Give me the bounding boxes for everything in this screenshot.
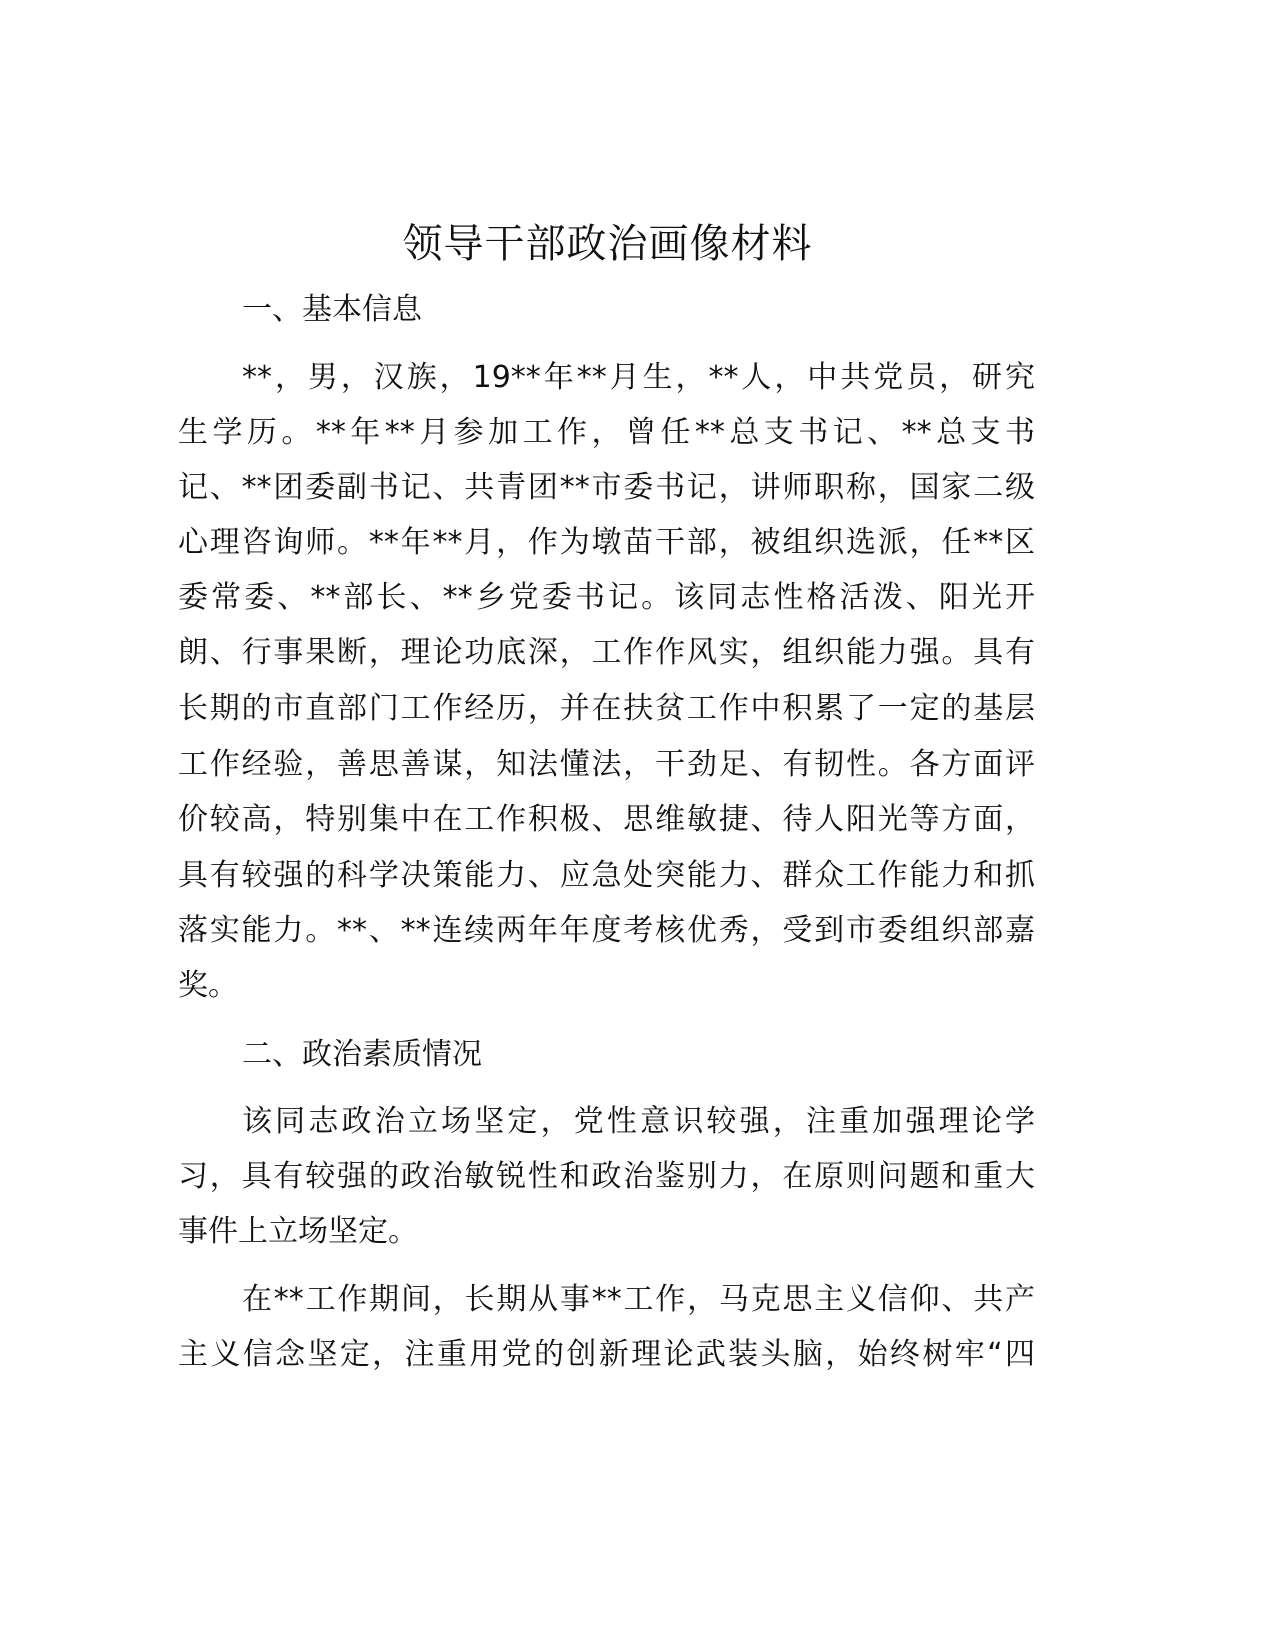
paragraph-line: 奖。	[178, 968, 238, 1003]
paragraph-line: 记、**团委副书记、共青团**市委书记，讲师职称，国家二级	[178, 470, 1035, 505]
section-heading-basic-info: 一、基本信息	[242, 292, 422, 327]
section-heading-political-quality: 二、政治素质情况	[242, 1037, 482, 1072]
paragraph-line: 习，具有较强的政治敏锐性和政治鉴别力，在原则问题和重大	[178, 1159, 1035, 1194]
paragraph-line: 主义信念坚定，注重用党的创新理论武装头脑，始终树牢“四	[178, 1337, 1035, 1372]
paragraph-line: **，男，汉族，19**年**月生，**人，中共党员，研究	[242, 360, 1035, 395]
paragraph-line: 长期的市直部门工作经历，并在扶贫工作中积累了一定的基层	[178, 691, 1035, 726]
paragraph-line: 在**工作期间，长期从事**工作，马克思主义信仰、共产	[242, 1282, 1035, 1317]
paragraph-line: 心理咨询师。**年**月，作为墩苗干部，被组织选派，任**区	[178, 525, 1035, 560]
document-title: 领导干部政治画像材料	[402, 221, 813, 267]
paragraph-line: 生学历。**年**月参加工作，曾任**总支书记、**总支书	[178, 415, 1035, 450]
paragraph-line: 工作经验，善思善谋，知法懂法，干劲足、有韧性。各方面评	[178, 747, 1035, 782]
paragraph-line: 朗、行事果断，理论功底深，工作作风实，组织能力强。具有	[178, 635, 1035, 670]
paragraph-line: 价较高，特别集中在工作积极、思维敏捷、待人阳光等方面，	[178, 802, 1035, 837]
paragraph-line: 委常委、**部长、**乡党委书记。该同志性格活泼、阳光开	[178, 580, 1035, 615]
paragraph-line: 该同志政治立场坚定，党性意识较强，注重加强理论学	[242, 1104, 1035, 1139]
paragraph-line: 具有较强的科学决策能力、应急处突能力、群众工作能力和抓	[178, 858, 1035, 893]
paragraph-line: 事件上立场坚定。	[178, 1214, 418, 1249]
paragraph-line: 落实能力。**、**连续两年年度考核优秀，受到市委组织部嘉	[178, 913, 1035, 948]
